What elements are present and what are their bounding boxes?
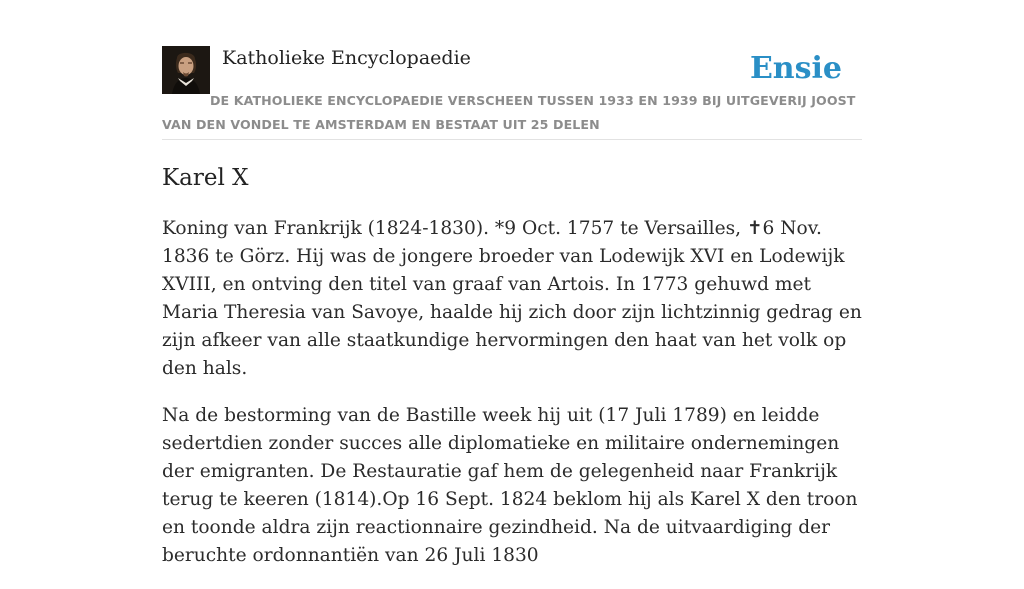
article-paragraph: Koning van Frankrijk (1824-1830). *9 Oct. 1757 te Versailles, ✝6 Nov. 1836 te Görz. Hij was de jongere broeder van Lodewijk XVI en Lodewijk XVIII, en ontving den titel van graaf van Artois. In 1773 gehuwd met Maria Theresia van Savoye, haalde hij zich door zijn lichtzinnig gedrag en zijn afkeer van alle staatkundige hervormingen den haat van het volk op den hals. [162,218,862,379]
article-body [162,215,867,589]
site-logo-portrait[interactable] [162,46,210,94]
site-description: DE KATHOLIEKE ENCYCLOPAEDIE VERSCHEEN TUSSEN 1933 EN 1939 BIJ UITGEVERIJ JOOST VAN DEN VONDEL TE AMSTERDAM EN BESTAAT UIT 25 DELEN [162,93,856,132]
ensie-logo-link[interactable]: Ensie [749,51,842,86]
article-title: Karel X [162,165,249,191]
site-title[interactable]: Katholieke Encyclopaedie [222,47,471,69]
site-header [162,46,862,140]
article-paragraph: Na de bestorming van de Bastille week hij uit (17 Juli 1789) en leidde sedertdien zonder succes alle diplomatieke en militaire ondernemingen der emigranten. De Restauratie gaf hem de gelegenheid naar Frankrijk terug te keeren (1814).Op 16 Sept. 1824 beklom hij als Karel X den troon en toonde aldra zijn reactionnaire gezindheid. Na de uitvaardiging der beruchte ordonnantiën van 26 Juli 1830 [162,405,858,566]
